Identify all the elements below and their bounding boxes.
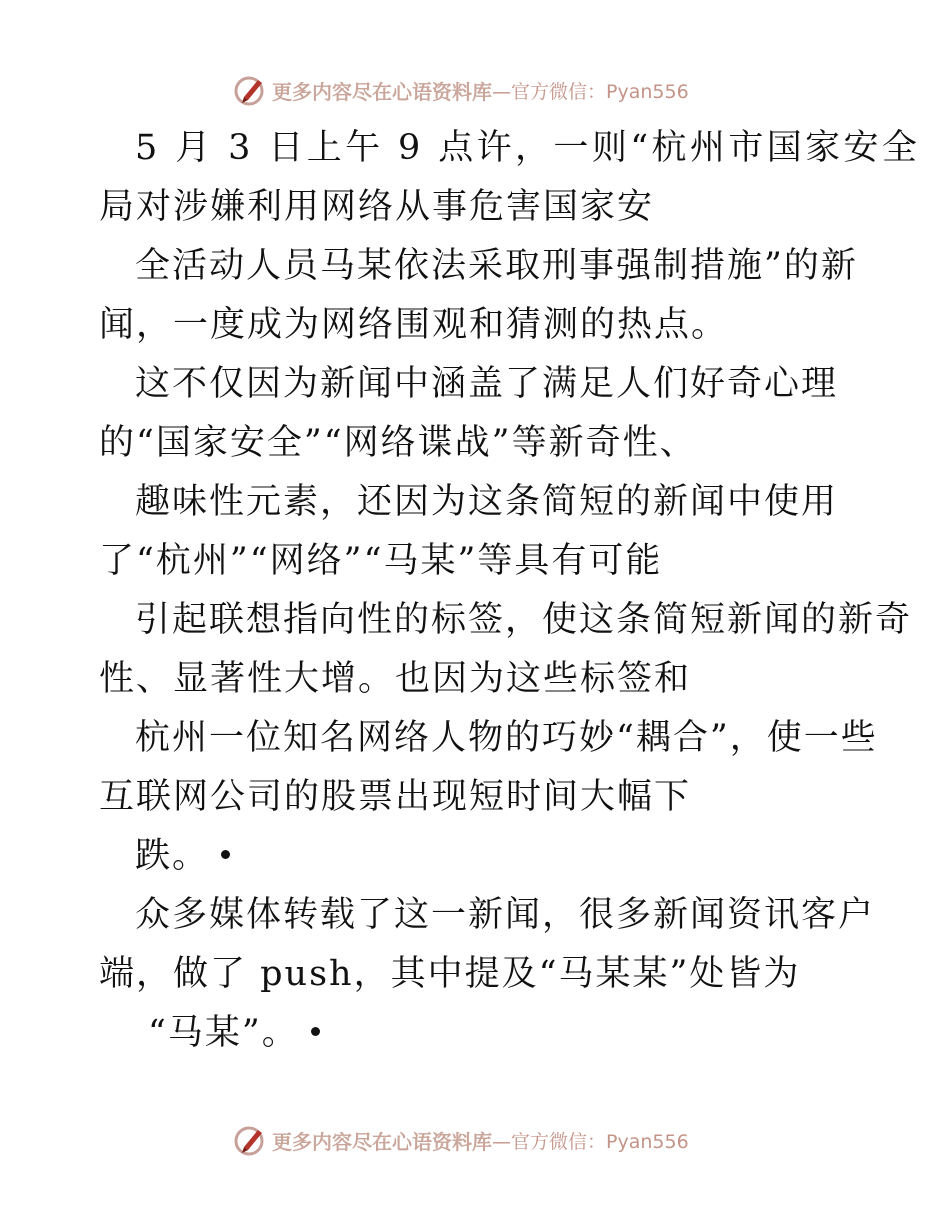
text-line: 众多媒体转载了这一新闻，很多新闻资讯客户 [135, 895, 876, 935]
text-line: 局对涉嫌利用网络从事危害国家安 [99, 187, 655, 227]
text-line: 5 月 3 日上午 9 点许，一则“杭州市国家安全 [135, 128, 921, 168]
watermark-lead-text: 更多内容尽在心语资料库 [272, 79, 492, 104]
text-line-with-bullet [135, 834, 230, 878]
text-line: 端，做了 push，其中提及“马某某”处皆为 [99, 954, 801, 994]
watermark-lead-text: 更多内容尽在心语资料库 [272, 1129, 492, 1154]
footer-watermark [232, 1120, 689, 1160]
text-line: “马某”。 [148, 1013, 299, 1053]
pen-logo-icon [232, 72, 268, 108]
bullet-dot-icon [311, 1027, 320, 1036]
text-line: 这不仅因为新闻中涵盖了满足人们好奇心理 [135, 364, 839, 404]
text-line: 闻，一度成为网络围观和猜测的热点。 [99, 305, 729, 345]
bullet-dot-icon [221, 850, 230, 859]
watermark-contact-text: —官方微信：Pyan556 [492, 80, 689, 103]
text-line: 互联网公司的股票出现短时间大幅下 [99, 777, 692, 817]
text-line: 性、显著性大增。也因为这些标签和 [99, 659, 692, 699]
text-line: 的“国家安全”“网络谍战”等新奇性、 [99, 423, 697, 463]
pen-logo-icon [232, 1122, 268, 1158]
text-line: 了“杭州”“网络”“马某”等具有可能 [99, 541, 663, 581]
text-line-with-bullet [148, 1011, 320, 1055]
text-line: 引起联想指向性的标签，使这条简短新闻的新奇 [135, 600, 913, 640]
text-line: 全活动人员马某依法采取刑事强制措施”的新 [135, 246, 858, 286]
watermark-contact-text: —官方微信：Pyan556 [492, 1130, 689, 1153]
text-line: 趣味性元素，还因为这条简短的新闻中使用 [135, 482, 839, 522]
text-line: 杭州一位知名网络人物的巧妙“耦合”，使一些 [135, 718, 878, 758]
header-watermark [232, 70, 689, 110]
text-line: 跌。 [135, 836, 210, 876]
